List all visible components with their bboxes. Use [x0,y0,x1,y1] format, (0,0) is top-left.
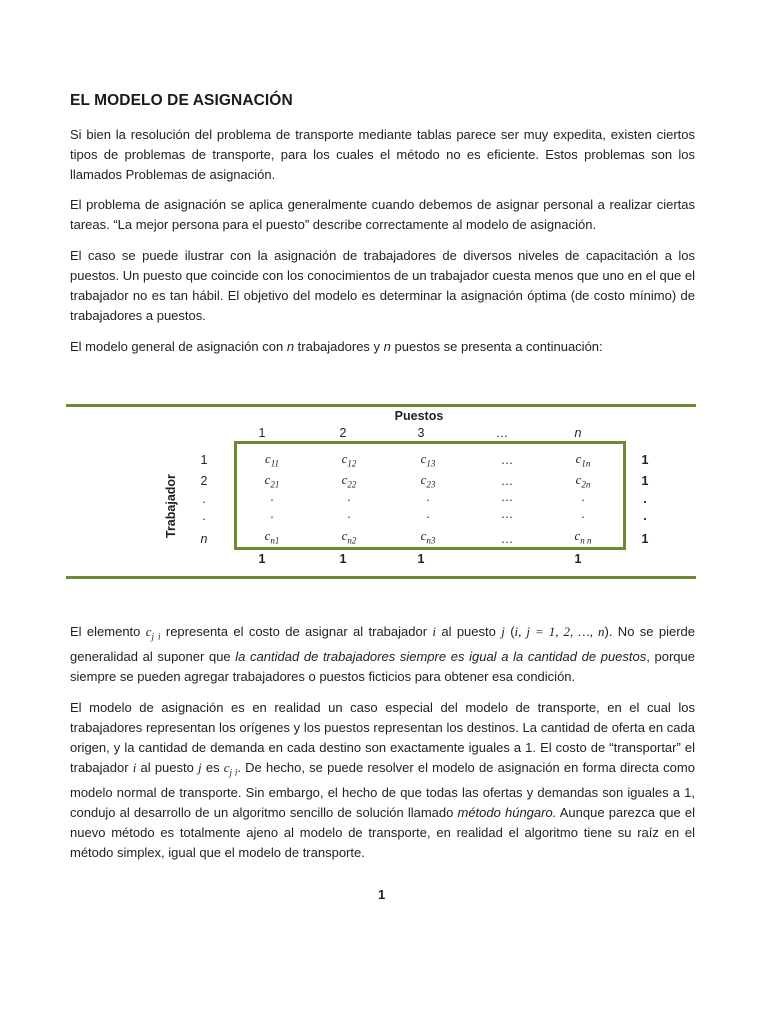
cost-cell: … [500,532,514,546]
cost-cell: $c_{n2}$ [341,528,357,546]
demand-value: 1 [258,552,266,566]
paragraph-3 [70,246,695,326]
cost-cell: … [500,507,514,521]
paragraph-1 [70,125,695,185]
row-header: 2 [200,474,208,488]
row-header: . [202,492,206,506]
row-header: . [202,509,206,523]
row-header: 1 [200,453,208,467]
row-header: n [200,532,208,546]
col-header: 3 [417,426,425,440]
table-top-rule [66,404,696,407]
supply-value: . [643,492,647,506]
paragraph-4-text [70,337,695,357]
cost-cell: … [500,490,514,504]
cost-cell: . [426,507,430,521]
cost-cell: $c_{23}$ [420,472,436,490]
demand-value: 1 [574,552,582,566]
cost-cell: . [270,507,274,521]
paragraph-3-text: El caso se puede ilustrar con la asignación de trabajadores de diversos niveles de capacitación a los puestos. Un puesto que coincide con los conocimientos de un trabajador cuesta menos que uno en el que el trabajador no es tan hábil. El objetivo del modelo es determinar la asignación óptima (de costo mínimo) de trabajadores a puestos. [70,248,695,323]
cost-cell: $c_{21}$ [264,472,280,490]
paragraph-6-text: El modelo de asignación es en realidad un caso especial del modelo de transporte, en el cual los trabajadores representan los orígenes y los puestos representan los destinos. La cantidad de oferta en cada origen, y la cantidad de demanda en cada destino son exactamente iguales a 1. El costo de “transportar” el trabajador i al puesto j es $c_{j i}$. De hecho, se puede resolver el modelo de asignación en forma directa como modelo normal de transporte. Sin embargo, el hecho de que todas las ofertas y demandas son iguales a 1, condujo al desarrollo de un algoritmo sencillo de solución llamado método húngaro. Aunque parezca que el nuevo método es totalmente ajeno al modelo de transporte, en realidad el algoritmo tiene su raíz en el método simplex, igual que el modelo de transporte. [70,700,696,860]
cost-cell: $c_{12}$ [341,451,357,469]
paragraph-5 [70,622,695,687]
cost-cell: $c_{22}$ [341,472,357,490]
col-header: 1 [258,426,266,440]
page-number: 1 [378,887,386,902]
cost-cell: . [347,507,351,521]
paragraph-2-text: El problema de asignación se aplica generalmente cuando debemos de asignar personal a realizar ciertas tareas. “La mejor persona para el puesto” describe correctamente al modelo de asignación. [70,197,695,232]
p4-part-c: puestos se presenta a continuación: [390,339,603,354]
page-title: EL MODELO DE ASIGNACIÓN [70,92,293,109]
puestos-label: Puestos [394,409,444,423]
cost-cell: . [347,490,351,504]
cost-cell: $c_{11}$ [264,451,280,469]
trabajador-label: Trabajador [164,474,178,538]
supply-value: 1 [641,453,649,467]
col-header: 2 [339,426,347,440]
cost-cell: $c_{13}$ [420,451,436,469]
col-header: … [495,426,509,440]
paragraph-2 [70,195,695,235]
paragraph-4 [70,337,695,357]
cost-cell: $c_{1n}$ [575,451,591,469]
assignment-table [66,404,696,579]
paragraph-5-text: El elemento $c_{j i}$ representa el costo de asignar al trabajador i al puesto j (i, j = 1, 2, …, n). No se pierde generalidad al suponer que la cantidad de trabajadores siempre es igual a la cantidad de puestos, porque siempre se pueden agregar trabajadores o puestos ficticios para obtener esa condición. [70,624,695,684]
supply-value: . [643,509,647,523]
cost-cell: . [270,490,274,504]
cost-cell: $c_{2n}$ [575,472,591,490]
supply-value: 1 [641,474,649,488]
p4-n2: n [383,339,391,354]
cost-cell: $c_{n1}$ [264,528,280,546]
demand-value: 1 [417,552,425,566]
cost-cell: . [581,490,585,504]
cost-cell: . [426,490,430,504]
col-header: n [574,426,582,440]
cost-cell: $c_{n n}$ [574,528,592,546]
cost-cell: . [581,507,585,521]
p4-part-b: trabajadores y [294,339,384,354]
supply-value: 1 [641,532,649,546]
cost-cell: $c_{n3}$ [420,528,436,546]
p4-n1: n [286,339,295,354]
p4-part-a: El modelo general de asignación con [70,339,287,354]
table-bottom-rule [66,576,696,579]
cost-cell: … [500,453,514,467]
demand-value: 1 [339,552,347,566]
cost-cell: … [500,474,514,488]
paragraph-6 [70,698,695,863]
paragraph-1-text: Si bien la resolución del problema de transporte mediante tablas parece ser muy expedita, existen ciertos tipos de problemas de transporte, para los cuales el método no es eficiente. Estos problemas son los llamados Problemas de asignación. [70,127,695,182]
